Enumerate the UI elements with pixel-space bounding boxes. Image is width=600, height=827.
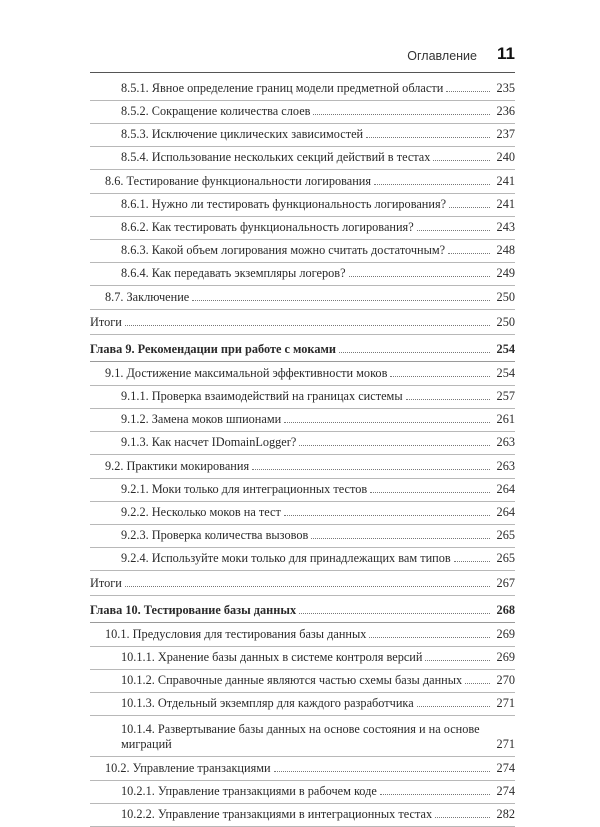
dot-leader (299, 445, 490, 446)
toc-entry[interactable] (90, 170, 515, 194)
toc-entry-page: 274 (496, 784, 515, 798)
toc-entry-page: 264 (496, 505, 515, 519)
dot-leader (454, 561, 490, 562)
toc-entry[interactable] (90, 479, 515, 502)
toc-entry[interactable] (90, 217, 515, 240)
toc-entry-page: 271 (496, 696, 515, 710)
toc-entry[interactable] (90, 781, 515, 804)
toc-entry-title: Глава 10. Тестирование базы данных (90, 603, 297, 617)
toc-entry[interactable] (90, 362, 515, 386)
toc-entry-title: 8.6.3. Какой объем логирования можно считать достаточным? (121, 243, 446, 257)
toc-entry[interactable] (90, 455, 515, 479)
toc-entry-page: 265 (496, 551, 515, 565)
dot-leader (284, 515, 490, 516)
toc-entry[interactable] (90, 502, 515, 525)
toc-entry-page: 269 (496, 627, 515, 641)
toc-entry-title: Итоги (90, 315, 122, 329)
toc-entry-title: 10.1.3. Отдельный экземпляр для каждого разработчика (121, 696, 414, 710)
dot-leader (417, 230, 490, 231)
dot-leader (125, 325, 490, 326)
toc-entry-page: 250 (496, 290, 515, 304)
toc-entry-title: 10.1.4. Развертывание базы данных на основе состояния и на основе миграций (121, 722, 480, 751)
toc-entry[interactable] (90, 263, 515, 286)
toc-chapter-entry[interactable] (90, 596, 515, 623)
dot-leader (435, 817, 490, 818)
toc-entry-title: 8.6.1. Нужно ли тестировать функциональность логирования? (121, 197, 447, 211)
toc-entry-page: 236 (496, 104, 515, 118)
toc-entry-page: 264 (496, 482, 515, 496)
dot-leader (465, 683, 490, 684)
table-of-contents (90, 78, 515, 827)
dot-leader (369, 637, 490, 638)
toc-entry-page: 235 (496, 81, 515, 95)
toc-entry[interactable] (90, 286, 515, 310)
toc-entry-title: 8.6. Тестирование функциональности логирования (105, 174, 372, 188)
running-title: Оглавление (407, 49, 477, 63)
toc-entry-title: 10.1.2. Справочные данные являются частью схемы базы данных (121, 673, 463, 687)
toc-entry-page: 240 (496, 150, 515, 164)
dot-leader (192, 300, 490, 301)
toc-entry-title: Глава 9. Рекомендации при работе с моками (90, 342, 336, 356)
page-header (90, 42, 515, 73)
toc-entry-page: 271 (496, 737, 515, 751)
dot-leader (311, 538, 490, 539)
toc-entry-page: 254 (496, 342, 515, 356)
toc-entry[interactable] (90, 386, 515, 409)
toc-entry-title: 10.1. Предусловия для тестирования базы данных (105, 627, 367, 641)
toc-entry[interactable] (90, 525, 515, 548)
dot-leader (446, 91, 490, 92)
toc-entry-page: 269 (496, 650, 515, 664)
dot-leader (349, 276, 490, 277)
toc-entry[interactable] (90, 432, 515, 455)
dot-leader (390, 376, 490, 377)
toc-entry-title: 9.1.3. Как насчет IDomainLogger? (121, 435, 297, 449)
dot-leader (284, 422, 490, 423)
dot-leader (252, 469, 490, 470)
dot-leader (374, 184, 490, 185)
toc-entry-title: 9.1.1. Проверка взаимодействий на границах системы (121, 389, 403, 403)
toc-entry-page: 257 (496, 389, 515, 403)
toc-entry-title: 8.5.3. Исключение циклических зависимостей (121, 127, 364, 141)
toc-entry-page: 263 (496, 459, 515, 473)
dot-leader (425, 660, 490, 661)
toc-entry-title: 8.5.2. Сокращение количества слоев (121, 104, 311, 118)
toc-entry-title: 9.2. Практики мокирования (105, 459, 250, 473)
toc-entry[interactable] (90, 101, 515, 124)
toc-entry-title: 8.6.4. Как передавать экземпляры логеров? (121, 266, 346, 280)
toc-entry-page: 237 (496, 127, 515, 141)
dot-leader (449, 207, 490, 208)
toc-entry[interactable] (90, 147, 515, 170)
toc-entry-title: 10.1.1. Хранение базы данных в системе контроля версий (121, 650, 423, 664)
dot-leader (448, 253, 490, 254)
toc-entry-page: 241 (496, 174, 515, 188)
toc-entry[interactable] (90, 647, 515, 670)
dot-leader (313, 114, 490, 115)
toc-entry-page: 243 (496, 220, 515, 234)
toc-entry[interactable] (90, 571, 515, 596)
toc-entry-page: 270 (496, 673, 515, 687)
toc-entry-page: 241 (496, 197, 515, 211)
toc-entry-title: 9.2.3. Проверка количества вызовов (121, 528, 309, 542)
toc-entry-title: 8.6.2. Как тестировать функциональность логирования? (121, 220, 414, 234)
toc-entry[interactable] (90, 623, 515, 647)
toc-entry-title: 9.2.4. Используйте моки только для принадлежащих вам типов (121, 551, 451, 565)
toc-entry-page: 254 (496, 366, 515, 380)
dot-leader (339, 352, 490, 353)
dot-leader (366, 137, 490, 138)
dot-leader (125, 586, 490, 587)
toc-entry[interactable] (90, 310, 515, 335)
dot-leader (433, 160, 490, 161)
toc-entry[interactable] (90, 757, 515, 781)
toc-entry-page: 282 (496, 807, 515, 821)
toc-entry-page: 250 (496, 315, 515, 329)
toc-entry-title: 8.7. Заключение (105, 290, 190, 304)
dot-leader (274, 771, 490, 772)
toc-entry-title: 10.2.1. Управление транзакциями в рабочем коде (121, 784, 377, 798)
dot-leader (299, 613, 490, 614)
toc-entry[interactable] (90, 716, 515, 757)
toc-entry[interactable] (90, 409, 515, 432)
toc-entry-title: 9.2.1. Моки только для интеграционных тестов (121, 482, 368, 496)
toc-entry-title: 10.2.2. Управление транзакциями в интеграционных тестах (121, 807, 433, 821)
toc-entry-page: 265 (496, 528, 515, 542)
toc-entry[interactable] (90, 548, 515, 571)
toc-entry[interactable] (90, 78, 515, 101)
dot-leader (370, 492, 490, 493)
toc-entry-page: 263 (496, 435, 515, 449)
toc-entry-page: 274 (496, 761, 515, 775)
toc-entry-page: 268 (496, 603, 515, 617)
toc-entry[interactable] (90, 693, 515, 716)
toc-entry-title: 10.2. Управление транзакциями (105, 761, 271, 775)
toc-entry-page: 249 (496, 266, 515, 280)
toc-entry-title: 8.5.4. Использование нескольких секций действий в тестах (121, 150, 431, 164)
dot-leader (380, 794, 490, 795)
toc-entry[interactable] (90, 124, 515, 147)
toc-entry-page: 261 (496, 412, 515, 426)
toc-chapter-entry[interactable] (90, 335, 515, 362)
toc-entry-title: 8.5.1. Явное определение границ модели предметной области (121, 81, 444, 95)
toc-entry[interactable] (90, 804, 515, 827)
toc-entry-title: 9.1. Достижение максимальной эффективности моков (105, 366, 388, 380)
toc-entry-page: 267 (496, 576, 515, 590)
page-number: 11 (497, 44, 515, 63)
toc-entry-title: 9.2.2. Несколько моков на тест (121, 505, 281, 519)
toc-entry[interactable] (90, 670, 515, 693)
toc-entry[interactable] (90, 240, 515, 263)
dot-leader (417, 706, 490, 707)
toc-entry-page: 248 (496, 243, 515, 257)
dot-leader (406, 399, 490, 400)
toc-entry-title: Итоги (90, 576, 122, 590)
toc-entry[interactable] (90, 194, 515, 217)
toc-entry-title: 9.1.2. Замена моков шпионами (121, 412, 282, 426)
